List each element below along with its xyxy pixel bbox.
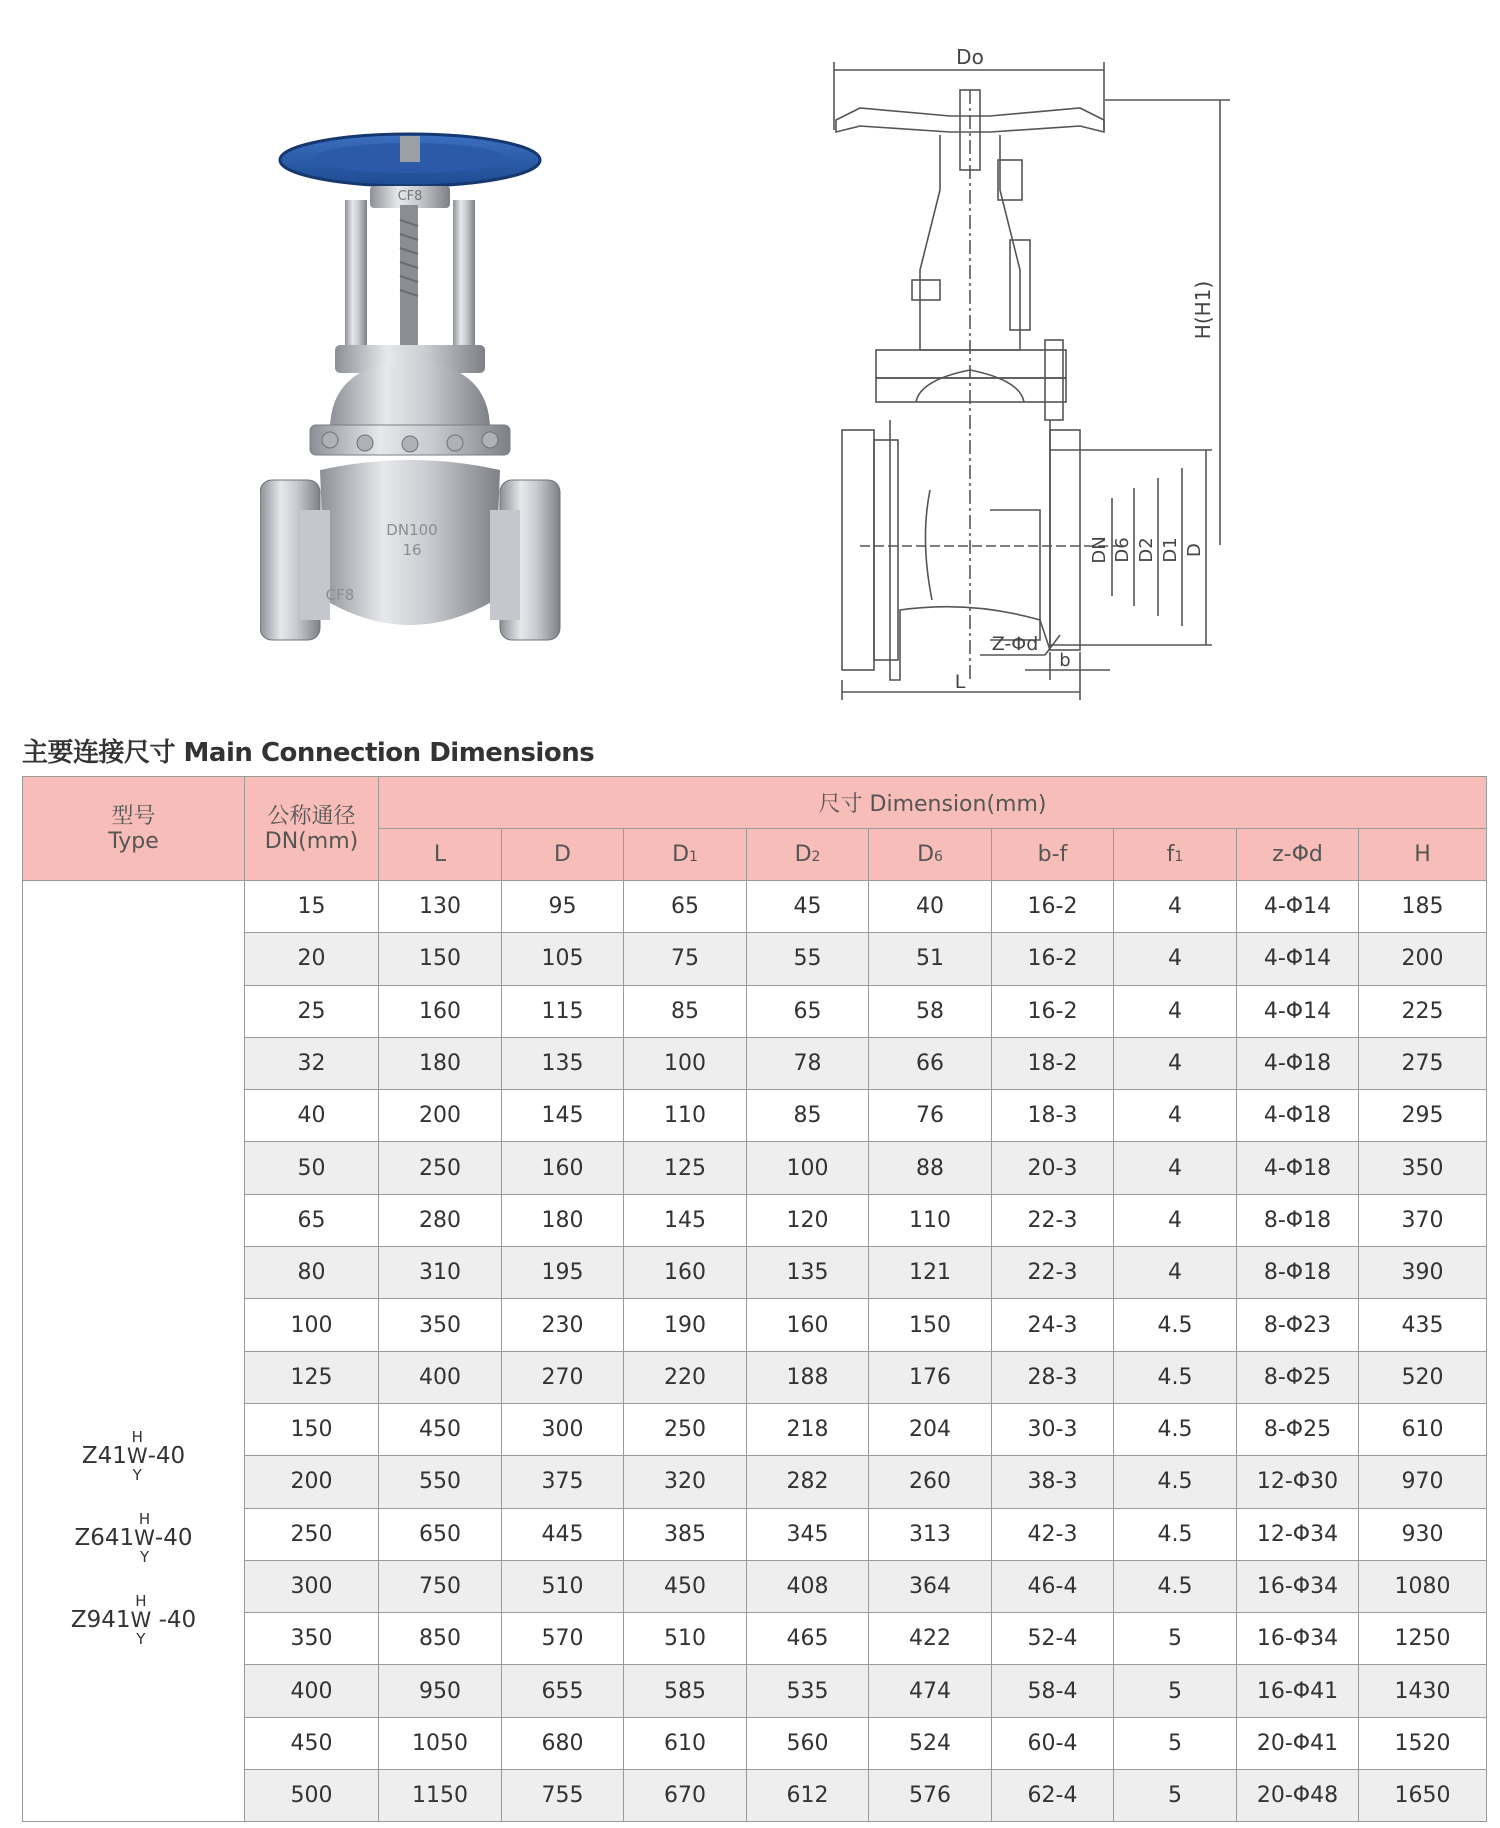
- col-header-label: b-f: [1037, 842, 1068, 867]
- model-seal-bot: Y: [132, 1466, 142, 1484]
- model-code: [23, 1593, 244, 1647]
- dimension-cell: 250: [624, 1403, 747, 1455]
- dn-cell: 500: [245, 1770, 379, 1822]
- dimension-cell: 28-3: [992, 1351, 1114, 1403]
- col-header-subscript: 1: [689, 849, 698, 865]
- dimension-cell: 655: [502, 1665, 624, 1717]
- model-seal-options: [134, 1511, 155, 1565]
- dimension-cell: 755: [502, 1770, 624, 1822]
- label-h: H(H1): [1191, 280, 1215, 340]
- dimension-cell: 4-Φ14: [1237, 933, 1359, 985]
- dimension-cell: 100: [747, 1142, 869, 1194]
- col-header: [992, 829, 1114, 881]
- dimension-cell: 350: [379, 1299, 502, 1351]
- dimension-cell: 364: [869, 1560, 992, 1612]
- label-dn: DN: [1089, 536, 1110, 564]
- photo-mark-4: CF8: [325, 586, 355, 604]
- model-seal-bot: Y: [136, 1630, 146, 1648]
- dn-cell: 25: [245, 985, 379, 1037]
- dimension-cell: 260: [869, 1456, 992, 1508]
- label-d6: D6: [1112, 537, 1133, 563]
- model-seal-mid: W: [134, 1526, 155, 1550]
- dn-cell: 350: [245, 1613, 379, 1665]
- col-header: [1237, 829, 1359, 881]
- model-code: [23, 1511, 244, 1565]
- dimension-cell: 200: [379, 1090, 502, 1142]
- dimension-cell: 4.5: [1114, 1456, 1237, 1508]
- dn-cell: 300: [245, 1560, 379, 1612]
- dimension-cell: 20-Φ41: [1237, 1717, 1359, 1769]
- dimension-cell: 4: [1114, 1090, 1237, 1142]
- dimension-cell: 180: [502, 1194, 624, 1246]
- dimension-cell: 4: [1114, 985, 1237, 1037]
- col-header-label: D: [554, 842, 571, 867]
- dimension-cell: 180: [379, 1037, 502, 1089]
- dimension-cell: 4: [1114, 1037, 1237, 1089]
- label-zphid: Z-Φd: [991, 633, 1039, 655]
- dimensions-table: [22, 776, 1487, 1822]
- dimension-cell: 51: [869, 933, 992, 985]
- dimension-cell: 16-2: [992, 881, 1114, 933]
- label-d2: D2: [1136, 537, 1157, 563]
- dimension-cell: 85: [624, 985, 747, 1037]
- dimension-cell: 1520: [1359, 1717, 1487, 1769]
- valve-technical-drawing: [820, 40, 1260, 700]
- dn-cell: 20: [245, 933, 379, 985]
- dimension-cell: 58: [869, 985, 992, 1037]
- dimension-cell: 150: [379, 933, 502, 985]
- dimension-cell: 4-Φ14: [1237, 881, 1359, 933]
- dimension-cell: 121: [869, 1247, 992, 1299]
- photo-mark-2: DN100: [386, 521, 438, 539]
- dimension-cell: 275: [1359, 1037, 1487, 1089]
- dimension-cell: 230: [502, 1299, 624, 1351]
- dn-cell: 50: [245, 1142, 379, 1194]
- dimension-cell: 345: [747, 1508, 869, 1560]
- dimension-cell: 510: [624, 1613, 747, 1665]
- dimension-cell: 550: [379, 1456, 502, 1508]
- col-header-subscript: 1: [1174, 849, 1184, 865]
- dimension-cell: 8-Φ25: [1237, 1351, 1359, 1403]
- model-seal-options: [127, 1429, 148, 1483]
- col-header: [379, 829, 502, 881]
- dimension-cell: 970: [1359, 1456, 1487, 1508]
- dimension-cell: 110: [624, 1090, 747, 1142]
- table-row: [23, 881, 1487, 933]
- dimension-cell: 320: [624, 1456, 747, 1508]
- dimension-cell: 62-4: [992, 1770, 1114, 1822]
- dimension-cell: 160: [624, 1247, 747, 1299]
- dimension-cell: 190: [624, 1299, 747, 1351]
- photo-mark-3: 16: [402, 541, 422, 559]
- dimension-cell: 16-Φ34: [1237, 1613, 1359, 1665]
- col-header-label: L: [433, 842, 447, 867]
- dimension-cell: 115: [502, 985, 624, 1037]
- dimension-cell: 110: [869, 1194, 992, 1246]
- label-l: L: [954, 671, 966, 693]
- dimension-cell: 18-2: [992, 1037, 1114, 1089]
- dimension-cell: 120: [747, 1194, 869, 1246]
- dimension-cell: 1650: [1359, 1770, 1487, 1822]
- type-cell: [23, 881, 245, 1822]
- dn-cell: 125: [245, 1351, 379, 1403]
- dimension-cell: 310: [379, 1247, 502, 1299]
- dimension-cell: 22-3: [992, 1247, 1114, 1299]
- dimension-cell: 422: [869, 1613, 992, 1665]
- label-b: b: [1059, 650, 1071, 671]
- col-header: [747, 829, 869, 881]
- dimension-cell: 4.5: [1114, 1299, 1237, 1351]
- dimension-cell: 40: [869, 881, 992, 933]
- dimension-cell: 85: [747, 1090, 869, 1142]
- col-header-label: D: [794, 842, 812, 867]
- model-seal-top: H: [135, 1592, 147, 1610]
- model-suffix: -40: [154, 1525, 193, 1551]
- dimension-cell: 145: [502, 1090, 624, 1142]
- dimension-cell: 4-Φ18: [1237, 1142, 1359, 1194]
- dimension-cell: 4.5: [1114, 1351, 1237, 1403]
- dimension-cell: 145: [624, 1194, 747, 1246]
- dimension-cell: 5: [1114, 1717, 1237, 1769]
- dimension-cell: 445: [502, 1508, 624, 1560]
- col-header-label: H: [1414, 842, 1431, 867]
- gate-valve-photo: [260, 130, 580, 650]
- dimension-cell: 560: [747, 1717, 869, 1769]
- col-header-subscript: 6: [934, 849, 943, 865]
- dimension-cell: 8-Φ18: [1237, 1194, 1359, 1246]
- dimension-cell: 195: [502, 1247, 624, 1299]
- dimension-cell: 65: [624, 881, 747, 933]
- col-header: [1114, 829, 1237, 881]
- col-header: [624, 829, 747, 881]
- model-seal-mid: W: [130, 1608, 152, 1632]
- header-dimension: 尺寸 Dimension(mm): [379, 777, 1487, 829]
- dimension-cell: 160: [379, 985, 502, 1037]
- col-header-label: f: [1166, 842, 1175, 867]
- dimension-cell: 4: [1114, 933, 1237, 985]
- dimension-cell: 200: [1359, 933, 1487, 985]
- model-seal-options: [131, 1593, 152, 1647]
- dn-cell: 150: [245, 1403, 379, 1455]
- dimension-cell: 5: [1114, 1613, 1237, 1665]
- dimension-cell: 510: [502, 1560, 624, 1612]
- dn-cell: 65: [245, 1194, 379, 1246]
- dn-cell: 40: [245, 1090, 379, 1142]
- dimension-cell: 58-4: [992, 1665, 1114, 1717]
- dimension-cell: 280: [379, 1194, 502, 1246]
- model-prefix: Z941: [70, 1607, 131, 1633]
- col-header: [502, 829, 624, 881]
- dimension-cell: 950: [379, 1665, 502, 1717]
- section-title: 主要连接尺寸 Main Connection Dimensions: [22, 738, 595, 768]
- dimension-cell: 55: [747, 933, 869, 985]
- col-header: [1359, 829, 1487, 881]
- dimension-cell: 150: [869, 1299, 992, 1351]
- dimension-cell: 850: [379, 1613, 502, 1665]
- label-do: Do: [956, 45, 984, 69]
- dimension-cell: 1250: [1359, 1613, 1487, 1665]
- dimension-cell: 46-4: [992, 1560, 1114, 1612]
- dimension-cell: 100: [624, 1037, 747, 1089]
- dimension-cell: 570: [502, 1613, 624, 1665]
- dimension-cell: 370: [1359, 1194, 1487, 1246]
- dimension-cell: 75: [624, 933, 747, 985]
- model-prefix: Z641: [74, 1525, 135, 1551]
- dimension-cell: 250: [379, 1142, 502, 1194]
- dimension-cell: 88: [869, 1142, 992, 1194]
- dimension-cell: 576: [869, 1770, 992, 1822]
- dimension-cell: 610: [1359, 1403, 1487, 1455]
- dimension-cell: 95: [502, 881, 624, 933]
- dimension-cell: 295: [1359, 1090, 1487, 1142]
- dimension-cell: 313: [869, 1508, 992, 1560]
- header-type: [23, 777, 245, 881]
- dimension-cell: 185: [1359, 881, 1487, 933]
- dimension-cell: 65: [747, 985, 869, 1037]
- model-seal-top: H: [138, 1510, 151, 1528]
- dimension-cell: 4-Φ18: [1237, 1090, 1359, 1142]
- dimension-cell: 4: [1114, 1247, 1237, 1299]
- dn-cell: 32: [245, 1037, 379, 1089]
- dimension-cell: 750: [379, 1560, 502, 1612]
- dn-cell: 100: [245, 1299, 379, 1351]
- dimension-cell: 4-Φ18: [1237, 1037, 1359, 1089]
- photo-mark-1: CF8: [397, 189, 423, 204]
- dimension-cell: 76: [869, 1090, 992, 1142]
- dimension-cell: 188: [747, 1351, 869, 1403]
- dimension-cell: 1050: [379, 1717, 502, 1769]
- dimension-cell: 520: [1359, 1351, 1487, 1403]
- dimension-cell: 465: [747, 1613, 869, 1665]
- dimension-cell: 4-Φ14: [1237, 985, 1359, 1037]
- dimension-cell: 12-Φ30: [1237, 1456, 1359, 1508]
- dimension-cell: 38-3: [992, 1456, 1114, 1508]
- dimension-cell: 930: [1359, 1508, 1487, 1560]
- dimension-cell: 350: [1359, 1142, 1487, 1194]
- label-d: D: [1184, 543, 1205, 557]
- dn-cell: 250: [245, 1508, 379, 1560]
- model-suffix: -40: [147, 1443, 186, 1469]
- dimension-cell: 218: [747, 1403, 869, 1455]
- dimension-cell: 282: [747, 1456, 869, 1508]
- dimension-cell: 300: [502, 1403, 624, 1455]
- dimension-cell: 8-Φ25: [1237, 1403, 1359, 1455]
- header-dn-en: DN(mm): [264, 828, 359, 854]
- dimension-cell: 135: [747, 1247, 869, 1299]
- dimension-cell: 45: [747, 881, 869, 933]
- dn-cell: 200: [245, 1456, 379, 1508]
- dimension-cell: 125: [624, 1142, 747, 1194]
- dimension-cell: 16-Φ41: [1237, 1665, 1359, 1717]
- dimension-cell: 1080: [1359, 1560, 1487, 1612]
- dimension-cell: 66: [869, 1037, 992, 1089]
- dimension-cell: 22-3: [992, 1194, 1114, 1246]
- dimension-cell: 474: [869, 1665, 992, 1717]
- dimension-cell: 176: [869, 1351, 992, 1403]
- col-header-label: D: [917, 842, 935, 867]
- dimension-cell: 408: [747, 1560, 869, 1612]
- header-type-en: Type: [108, 828, 159, 854]
- dimension-cell: 400: [379, 1351, 502, 1403]
- label-d1: D1: [1160, 537, 1181, 563]
- model-suffix: -40: [151, 1607, 197, 1633]
- dimension-cell: 60-4: [992, 1717, 1114, 1769]
- dimension-cell: 375: [502, 1456, 624, 1508]
- dn-cell: 400: [245, 1665, 379, 1717]
- dimension-cell: 435: [1359, 1299, 1487, 1351]
- dimension-cell: 52-4: [992, 1613, 1114, 1665]
- dimension-cell: 390: [1359, 1247, 1487, 1299]
- col-header-label: z-Φd: [1272, 842, 1323, 867]
- dimension-cell: 20-3: [992, 1142, 1114, 1194]
- dimension-cell: 30-3: [992, 1403, 1114, 1455]
- dn-cell: 80: [245, 1247, 379, 1299]
- dimension-cell: 5: [1114, 1665, 1237, 1717]
- dimension-cell: 16-2: [992, 985, 1114, 1037]
- dimension-cell: 4: [1114, 1194, 1237, 1246]
- dimension-cell: 450: [624, 1560, 747, 1612]
- dimension-cell: 4: [1114, 1142, 1237, 1194]
- dimension-cell: 610: [624, 1717, 747, 1769]
- dimension-cell: 42-3: [992, 1508, 1114, 1560]
- dimension-cell: 16-Φ34: [1237, 1560, 1359, 1612]
- dimension-cell: 78: [747, 1037, 869, 1089]
- model-code: [23, 1429, 244, 1483]
- dn-cell: 15: [245, 881, 379, 933]
- header-dn-cn: 公称通径: [267, 803, 356, 829]
- dimension-cell: 160: [747, 1299, 869, 1351]
- header-type-cn: 型号: [111, 803, 156, 829]
- dimension-cell: 612: [747, 1770, 869, 1822]
- dimension-cell: 585: [624, 1665, 747, 1717]
- dimension-cell: 160: [502, 1142, 624, 1194]
- dimension-cell: 220: [624, 1351, 747, 1403]
- model-seal-mid: W: [126, 1444, 148, 1468]
- dimension-cell: 670: [624, 1770, 747, 1822]
- col-header-subscript: 2: [811, 849, 821, 865]
- dimension-cell: 1150: [379, 1770, 502, 1822]
- dn-cell: 450: [245, 1717, 379, 1769]
- dimension-cell: 1430: [1359, 1665, 1487, 1717]
- dimension-cell: 385: [624, 1508, 747, 1560]
- dimension-cell: 16-2: [992, 933, 1114, 985]
- dimension-cell: 204: [869, 1403, 992, 1455]
- dimension-cell: 270: [502, 1351, 624, 1403]
- col-header: [869, 829, 992, 881]
- dimension-cell: 130: [379, 881, 502, 933]
- dimension-cell: 20-Φ48: [1237, 1770, 1359, 1822]
- dimension-cell: 105: [502, 933, 624, 985]
- dimension-cell: 4.5: [1114, 1560, 1237, 1612]
- dimension-cell: 650: [379, 1508, 502, 1560]
- col-header-label: D: [672, 842, 690, 867]
- dimension-cell: 225: [1359, 985, 1487, 1037]
- model-seal-bot: Y: [139, 1548, 150, 1566]
- header-dn: [245, 777, 379, 881]
- model-seal-top: H: [131, 1428, 143, 1446]
- dimension-cell: 12-Φ34: [1237, 1508, 1359, 1560]
- dimension-cell: 4: [1114, 881, 1237, 933]
- dimension-cell: 24-3: [992, 1299, 1114, 1351]
- dimension-cell: 5: [1114, 1770, 1237, 1822]
- dimension-cell: 680: [502, 1717, 624, 1769]
- dimension-cell: 4.5: [1114, 1508, 1237, 1560]
- dimension-cell: 524: [869, 1717, 992, 1769]
- dimension-cell: 8-Φ23: [1237, 1299, 1359, 1351]
- dimension-cell: 135: [502, 1037, 624, 1089]
- dimension-cell: 535: [747, 1665, 869, 1717]
- model-prefix: Z41: [81, 1443, 127, 1469]
- dimension-cell: 450: [379, 1403, 502, 1455]
- dimension-cell: 8-Φ18: [1237, 1247, 1359, 1299]
- dimension-cell: 18-3: [992, 1090, 1114, 1142]
- dimension-cell: 4.5: [1114, 1403, 1237, 1455]
